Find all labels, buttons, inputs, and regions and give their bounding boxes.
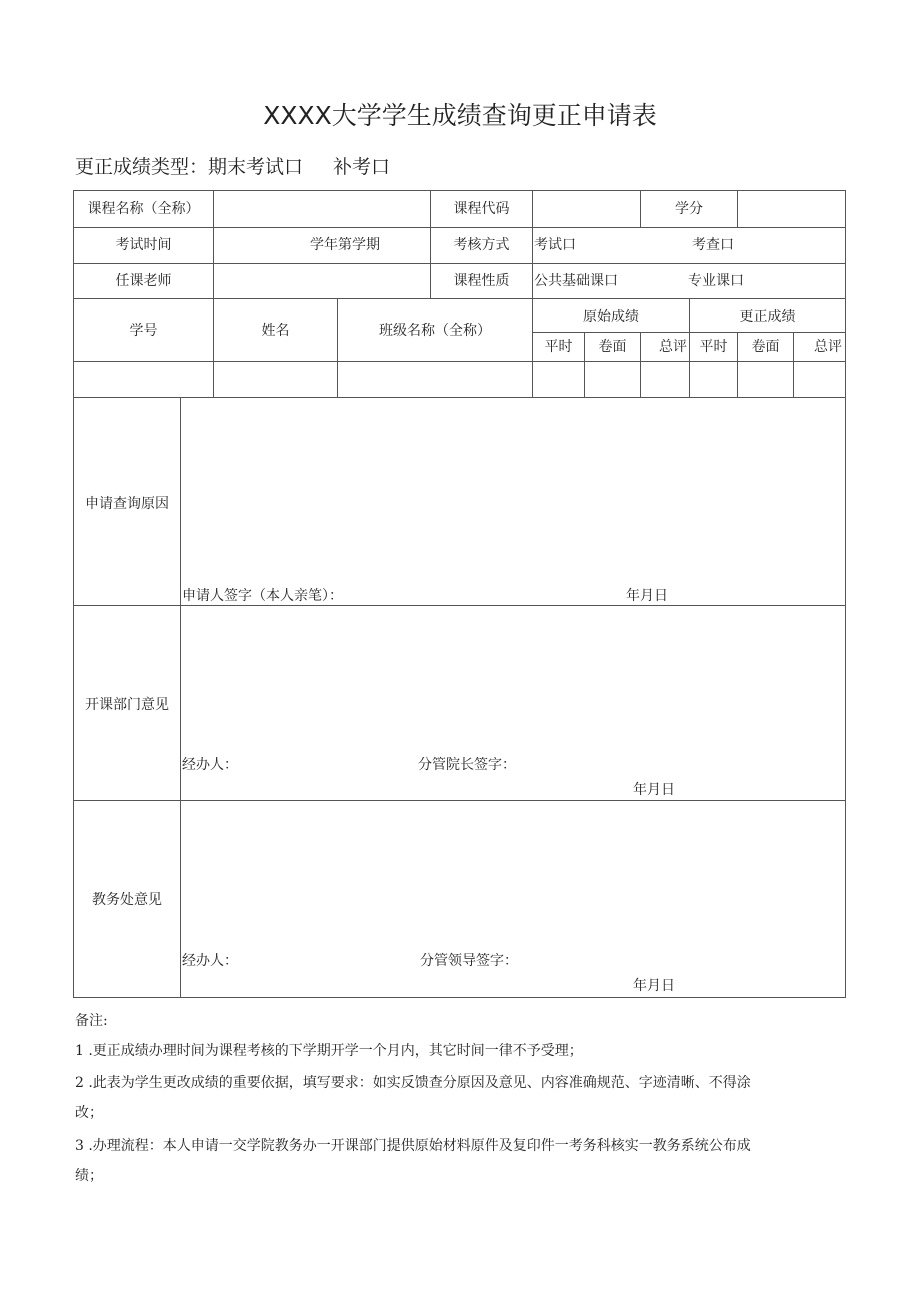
reason-date: 年月日 xyxy=(626,588,668,604)
reason-label: 申请查询原因 xyxy=(85,496,169,512)
reason-field[interactable] xyxy=(181,399,845,579)
note-3: 3 .办理流程：本人申请一交学院教务办一开课部门提供原始材料原件及复印件一考务科核实一教务系统公布成 xyxy=(75,1138,751,1154)
corrected-usual-field[interactable] xyxy=(690,363,737,396)
student-id-header: 学号 xyxy=(129,323,158,339)
credit-label: 学分 xyxy=(675,201,703,217)
dept-opinion-field[interactable] xyxy=(181,607,845,752)
correction-type-final-exam[interactable]: 期末考试口 xyxy=(208,156,304,178)
assessment-label: 考核方式 xyxy=(453,237,510,253)
corrected-paper-header: 卷面 xyxy=(751,339,780,355)
original-paper-header: 卷面 xyxy=(598,339,627,355)
exam-time-value[interactable]: 学年第学期 xyxy=(310,237,380,253)
exam-time-label: 考试时间 xyxy=(115,237,172,253)
assessment-exam-option[interactable]: 考试口 xyxy=(534,237,576,253)
affairs-date: 年月日 xyxy=(633,978,675,994)
corrected-total-field[interactable] xyxy=(794,363,845,396)
applicant-signature-label: 申请人签字（本人亲笔）： xyxy=(182,588,343,604)
correction-type-label: 更正成绩类型： xyxy=(75,156,209,178)
original-total-field[interactable] xyxy=(641,363,689,396)
student-name-field[interactable] xyxy=(214,363,337,396)
form-title: XXXX大学学生成绩查询更正申请表 xyxy=(263,101,657,130)
class-name-field[interactable] xyxy=(338,363,532,396)
course-code-field[interactable] xyxy=(533,192,640,226)
note-2: 2 .此表为学生更改成绩的重要依据，填写要求：如实反馈查分原因及意见、内容准确规范、字迹清晰、不得涂 xyxy=(75,1075,751,1091)
class-name-header: 班级名称（全称） xyxy=(379,323,491,339)
corrected-score-header: 更正成绩 xyxy=(739,309,796,325)
corrected-total-header: 总评 xyxy=(814,339,842,355)
original-usual-field[interactable] xyxy=(533,363,584,396)
correction-type-makeup-exam[interactable]: 补考口 xyxy=(333,156,391,178)
dean-signature-label: 分管院长签字： xyxy=(418,757,516,773)
credit-field[interactable] xyxy=(738,192,845,226)
original-paper-field[interactable] xyxy=(585,363,640,396)
affairs-opinion-field[interactable] xyxy=(181,802,845,947)
note-1: 1 .更正成绩办理时间为课程考核的下学期开学一个月内，其它时间一律不予受理； xyxy=(75,1043,583,1059)
course-type-basic-option[interactable]: 公共基础课口 xyxy=(534,273,618,289)
corrected-paper-field[interactable] xyxy=(738,363,793,396)
original-usual-header: 平时 xyxy=(544,339,573,355)
course-name-label: 课程名称（全称） xyxy=(87,201,200,217)
student-name-header: 姓名 xyxy=(261,323,290,339)
original-total-header: 总评 xyxy=(659,339,687,355)
note-3-cont: 绩； xyxy=(75,1168,103,1184)
affairs-handler-label: 经办人： xyxy=(182,953,238,969)
dept-date: 年月日 xyxy=(633,782,675,798)
teacher-field[interactable] xyxy=(214,265,430,297)
corrected-usual-header: 平时 xyxy=(699,339,728,355)
dept-handler-label: 经办人： xyxy=(182,757,238,773)
course-name-field[interactable] xyxy=(214,192,430,226)
course-type-major-option[interactable]: 专业课口 xyxy=(688,273,744,289)
course-code-label: 课程代码 xyxy=(453,201,510,217)
course-type-label: 课程性质 xyxy=(453,273,510,289)
affairs-opinion-label: 教务处意见 xyxy=(92,892,162,908)
student-id-field[interactable] xyxy=(74,363,213,396)
dept-opinion-label: 开课部门意见 xyxy=(85,697,169,713)
notes-heading: 备注: xyxy=(75,1013,108,1029)
note-2-cont: 改； xyxy=(75,1105,103,1121)
leader-signature-label: 分管领导签字： xyxy=(420,953,518,969)
assessment-review-option[interactable]: 考查口 xyxy=(692,237,734,253)
original-score-header: 原始成绩 xyxy=(583,309,639,325)
correction-type-line xyxy=(75,152,390,179)
teacher-label: 任课老师 xyxy=(115,273,172,289)
